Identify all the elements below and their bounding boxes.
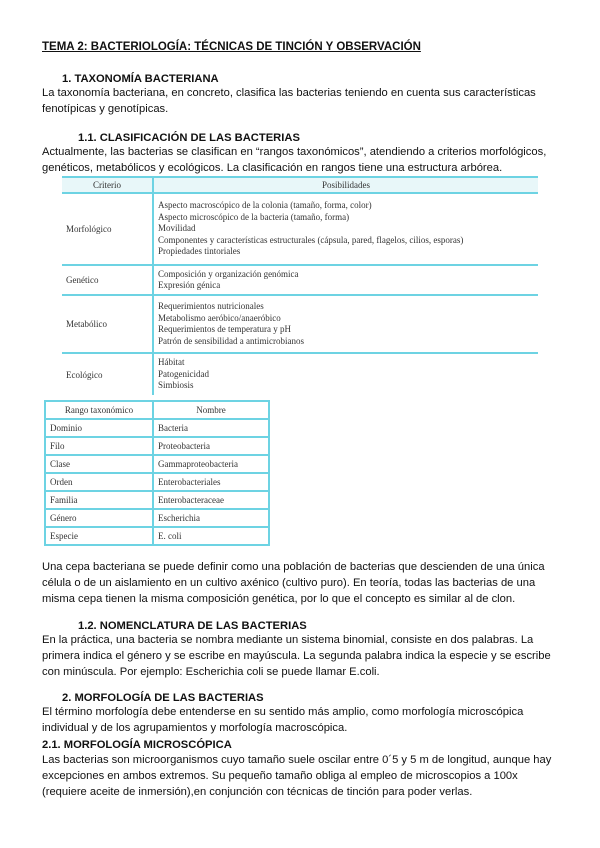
possibility: Metabolismo aeróbico/anaeróbico [158,312,281,323]
section-1-1-text: Actualmente, las bacterias se clasifican en “rangos taxonómicos”, atendiendo a criterios morfológicos, genéticos, metabólicos y ecológicos. La clasificación en rangos tiene una estructura arbórea. [42,146,547,174]
section-1-2-heading: 1.2. NOMENCLATURA DE LAS BACTERIAS [78,620,307,632]
rank-cell: Especie [45,527,153,545]
possibility: Simbiosis [158,380,194,391]
possibility: Aspecto microscópico de la bacteria (tamaño, forma) [158,211,350,222]
criterio-cell: Morfológico [62,193,153,265]
name-cell: Enterobacteraceae [153,491,269,509]
criterio-cell: Genético [62,265,153,295]
possibility: Movilidad [158,223,196,234]
name-cell: Proteobacteria [153,437,269,455]
name-cell: Enterobacteriales [153,473,269,491]
section-2-1-heading: 2.1. MORFOLOGÍA MICROSCÓPICA [42,739,232,751]
possibility: Hábitat [158,357,185,368]
section-1-text: La taxonomía bacteriana, en concreto, clasifica las bacterias teniendo en cuenta sus características fenotípicas y genotípicas. [42,87,536,115]
possibility: Requerimientos de temperatura y pH [158,324,291,334]
section-1-heading: 1. TAXONOMÍA BACTERIANA [62,73,219,85]
page-title: TEMA 2: BACTERIOLOGÍA: TÉCNICAS DE TINCIÓN Y OBSERVACIÓN [42,41,421,53]
criterio-cell: Ecológico [62,353,153,395]
section-2-text: El término morfología debe entenderse en su sentido más amplio, como morfología microscópica individual y de los agrupamientos y morfología macroscópica. [42,706,524,734]
possibility: Patrón de sensibilidad a antimicrobianos [158,335,304,346]
table-header: Criterio [62,177,153,193]
rank-cell: Orden [45,473,153,491]
possibility: Expresión génica [158,280,221,290]
name-cell: Gammaproteobacteria [153,455,269,473]
name-cell: Escherichia [153,509,269,527]
section-1-1-heading: 1.1. CLASIFICACIÓN DE LAS BACTERIAS [78,132,300,144]
rank-cell: Dominio [45,419,153,437]
rank-cell: Clase [45,455,153,473]
name-cell: Bacteria [153,419,269,437]
name-cell: E. coli [153,527,269,545]
possibility: Composición y organización genómica [158,268,299,279]
table-row [45,527,269,545]
rank-cell: Familia [45,491,153,509]
table-header: Posibilidades [153,177,538,193]
section-1-2-text: En la práctica, una bacteria se nombra mediante un sistema binomial, consiste en dos palabras. La primera indica el género y se escribe en mayúscula. La segunda palabra indica la especie y se escribe con minúscula. Por ejemplo: Escherichia coli se puede llamar E.coli. [42,634,551,678]
taxonomy-rank-table [44,400,270,546]
possibility: Requerimientos nutricionales [158,301,264,311]
section-2-heading: 2. MORFOLOGÍA DE LAS BACTERIAS [62,692,264,704]
table-row [45,509,269,527]
table-row [45,437,269,455]
table-row [45,473,269,491]
possibility: Componentes y características estructurales (cápsula, pared, flagelos, cilios, esporas) [158,234,464,245]
criterio-cell: Metabólico [62,295,153,353]
possibility: Propiedades tintoriales [158,246,241,257]
section-2-1-text: Las bacterias son microorganismos cuyo tamaño suele oscilar entre 0´5 y 5 m de longitud, aunque hay excepciones en ambos extremos. Su pequeño tamaño obliga al empleo de microscopios a 100x (requiere aceite de inmersión),en conjunción con técnicas de tinción para poder verlas. [42,754,552,798]
table-header: Nombre [153,401,269,419]
classification-table [62,176,538,395]
table-row [45,455,269,473]
possibility: Patogenicidad [158,368,209,379]
cepa-text: Una cepa bacteriana se puede definir como una población de bacterias que descienden de una única célula o de un aislamiento en un cultivo axénico (cultivo puro). En teoría, todas las bacterias de una misma cepa tienen la misma composición genética, por lo que el concepto es similar al de clon. [42,561,545,605]
table-row [45,419,269,437]
rank-cell: Género [45,509,153,527]
possibility: Aspecto macroscópico de la colonia (tamaño, forma, color) [158,200,372,211]
table-row [45,491,269,509]
table-header: Rango taxonómico [45,401,153,419]
rank-cell: Filo [45,437,153,455]
